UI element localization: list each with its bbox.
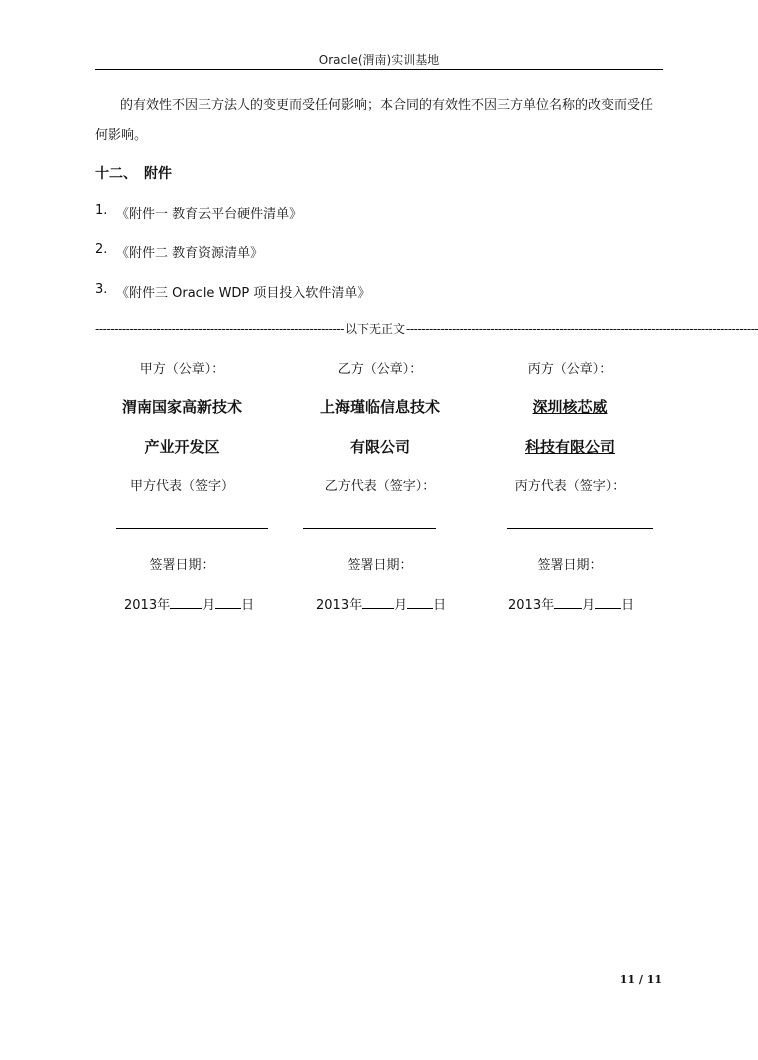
- party-c-signature-line: [507, 528, 653, 529]
- party-c-year: 2013: [508, 598, 542, 613]
- party-a-name-line-1: 渭南国家高新技术: [121, 398, 242, 416]
- page-number: 11 / 11: [619, 973, 662, 986]
- party-a-month-unit: 月: [202, 598, 216, 613]
- party-c-year-unit: 年: [541, 598, 555, 613]
- party-b-signature-line: [303, 528, 436, 529]
- party-a-date-fill: [124, 594, 254, 613]
- party-a-month-blank: [170, 596, 202, 609]
- party-c-day-unit: 日: [621, 598, 635, 613]
- attachment-item-2: 《附件二 教育资源清单》: [116, 246, 264, 261]
- party-b-year: 2013: [316, 598, 350, 613]
- attachment-number-2: 2.: [95, 242, 108, 257]
- attachment-item-1: 《附件一 教育云平台硬件清单》: [116, 207, 303, 222]
- party-a-seal-label: 甲方（公章）：: [139, 362, 225, 377]
- party-b-representative-label: 乙方代表（签字）：: [324, 479, 436, 494]
- party-b-day-unit: 日: [433, 598, 447, 613]
- party-c-date-fill: [508, 594, 634, 613]
- page-header: Oracle(渭南)实训基地: [318, 53, 440, 67]
- party-a-date-label: 签署日期：: [149, 558, 215, 573]
- party-b-date-fill: [316, 594, 446, 613]
- party-c-date-label: 签署日期：: [537, 558, 603, 573]
- party-a-signature-line: [116, 528, 268, 529]
- party-c-month-unit: 月: [582, 598, 596, 613]
- paragraph-line-2: 何影响。: [95, 128, 148, 143]
- attachment-number-3: 3.: [95, 282, 108, 297]
- party-b-day-blank: [407, 596, 433, 609]
- party-c-name-line-1: 深圳核芯威: [532, 398, 608, 416]
- party-a-year: 2013: [124, 598, 158, 613]
- party-b-name-line-1: 上海瑾临信息技术: [319, 398, 440, 416]
- separator-dashes-left: -----------------------------------------------------------------: [95, 321, 344, 336]
- party-a-representative-label: 甲方代表（签字）: [129, 479, 234, 494]
- separator-dashes-right: --------------------------------------------------------------------------------------------: [405, 321, 758, 336]
- attachment-item-3: 《附件三 Oracle WDP 项目投入软件清单》: [116, 286, 371, 301]
- party-b-date-label: 签署日期：: [347, 558, 413, 573]
- party-a-day-unit: 日: [241, 598, 255, 613]
- party-b-month-blank: [362, 596, 394, 609]
- party-c-representative-label: 丙方代表（签字）：: [514, 479, 626, 494]
- separator-label: 以下无正文: [344, 322, 405, 336]
- header-divider: [95, 69, 663, 70]
- party-b-name-line-2: 有限公司: [349, 438, 410, 456]
- party-a-year-unit: 年: [157, 598, 171, 613]
- section-title: 附件: [144, 166, 172, 182]
- party-a-day-blank: [215, 596, 241, 609]
- party-c-name-line-2: 科技有限公司: [524, 438, 615, 456]
- party-a-name-line-2: 产业开发区: [144, 438, 220, 456]
- paragraph-line-1: 的有效性不因三方法人的变更而受任何影响；本合同的有效性不因三方单位名称的改变而受任: [120, 98, 654, 113]
- section-number: 十二、: [95, 166, 137, 182]
- party-b-year-unit: 年: [349, 598, 363, 613]
- party-c-seal-label: 丙方（公章）：: [527, 362, 613, 377]
- end-of-text-separator: [95, 320, 758, 337]
- party-c-day-blank: [595, 596, 621, 609]
- party-b-month-unit: 月: [394, 598, 408, 613]
- party-c-month-blank: [554, 596, 582, 609]
- attachment-number-1: 1.: [95, 203, 108, 218]
- party-b-seal-label: 乙方（公章）：: [337, 362, 423, 377]
